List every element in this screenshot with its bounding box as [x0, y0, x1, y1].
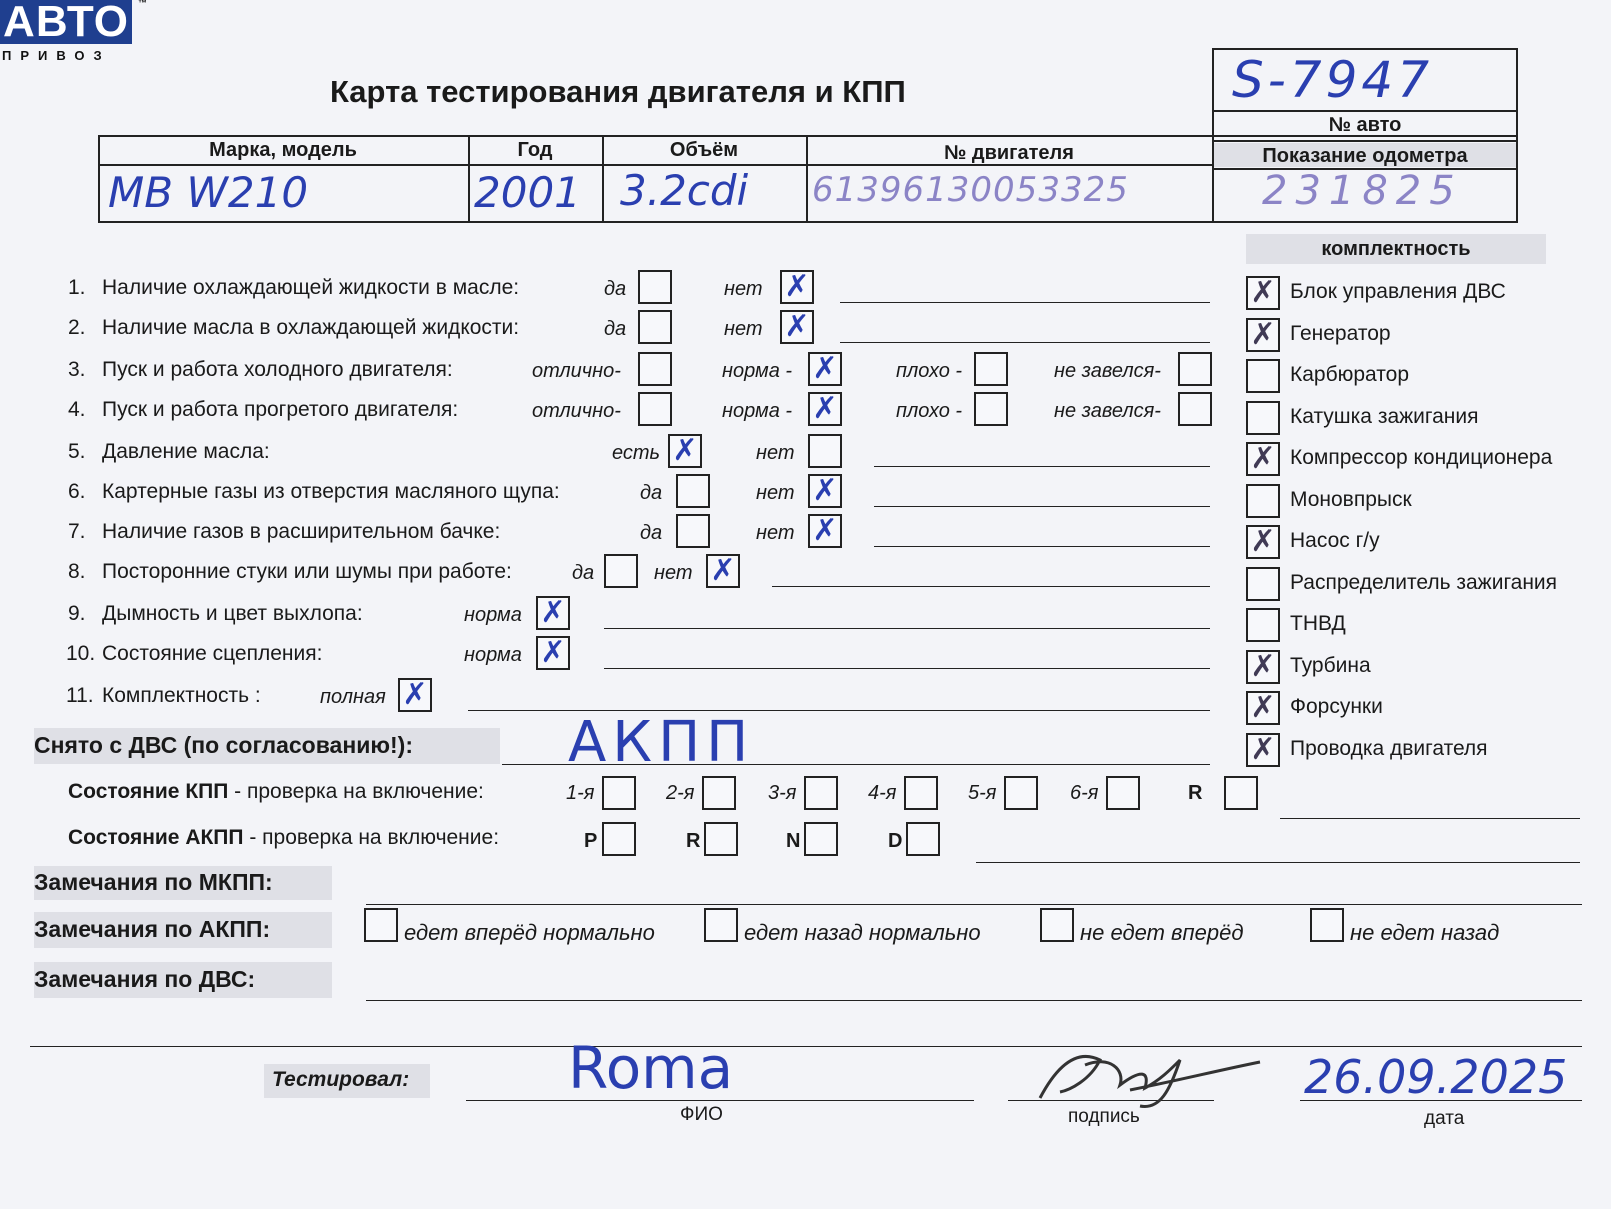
akpp-remark-label: не едет назад: [1350, 920, 1500, 945]
col-header-model: Марка, модель: [209, 139, 357, 161]
name-caption: ФИО: [680, 1104, 723, 1125]
akpp-remark-label: не едет вперёд: [1080, 920, 1244, 945]
option-label: нет: [756, 482, 795, 504]
remark-mkpp-line: [366, 904, 1582, 905]
question-number: 1.: [68, 276, 86, 299]
option-checkbox[interactable]: [974, 352, 1008, 386]
option-checkbox[interactable]: [808, 434, 842, 468]
check-mark-icon: ✗: [812, 474, 838, 507]
option-checkbox[interactable]: [1178, 352, 1212, 386]
komplektnost-checkbox[interactable]: [1246, 733, 1280, 767]
option-checkbox[interactable]: [780, 310, 814, 344]
kpp-gear-checkbox[interactable]: [1106, 776, 1140, 810]
kpp-gear-checkbox[interactable]: [1004, 776, 1038, 810]
kpp-gear-checkbox[interactable]: [602, 776, 636, 810]
question-number: 7.: [68, 520, 86, 543]
answer-line: [874, 506, 1210, 507]
komplektnost-item: Турбина: [1290, 653, 1371, 677]
option-checkbox[interactable]: [808, 514, 842, 548]
kpp-gear-label: 2-я: [666, 782, 695, 804]
page-title: Карта тестирования двигателя и КПП: [330, 74, 906, 109]
kpp-label-bold: Состояние КПП: [68, 780, 229, 803]
question-number: 10.: [66, 642, 96, 665]
komplektnost-checkbox[interactable]: [1246, 401, 1280, 435]
sign-caption: подпись: [1068, 1106, 1140, 1127]
kpp-label: [68, 780, 484, 804]
answer-line: [874, 466, 1210, 467]
question-number: 5.: [68, 440, 86, 463]
value-odometer: 231825: [1262, 168, 1463, 214]
option-label: да: [572, 562, 595, 584]
komplektnost-checkbox[interactable]: [1246, 650, 1280, 684]
option-label: нет: [724, 278, 763, 300]
question-number: 3.: [68, 358, 86, 381]
komplektnost-checkbox[interactable]: [1246, 442, 1280, 476]
option-label: нет: [654, 562, 693, 584]
option-label: норма -: [722, 400, 793, 422]
answer-line: [840, 342, 1210, 343]
akpp-label-bold: Состояние АКПП: [68, 826, 244, 849]
check-mark-icon: ✗: [402, 678, 428, 711]
check-mark-icon: ✗: [1250, 691, 1276, 724]
removed-value: АКПП: [568, 710, 755, 775]
answer-line: [604, 668, 1210, 669]
question-number: 4.: [68, 398, 86, 421]
question-text: Картерные газы из отверстия масляного щупа:: [102, 480, 560, 503]
option-label: нет: [756, 522, 795, 544]
akpp-remark-label: едет вперёд нормально: [404, 920, 655, 945]
remark-dvs-line: [366, 1000, 1582, 1001]
akpp-gear-label: D: [888, 830, 903, 852]
akpp-gear-checkbox[interactable]: [602, 822, 636, 856]
option-checkbox[interactable]: [604, 554, 638, 588]
check-mark-icon: ✗: [1250, 649, 1276, 683]
check-mark-icon: ✗: [1250, 442, 1276, 475]
option-label: полная: [320, 686, 386, 708]
kpp-gear-label: 6-я: [1070, 782, 1099, 804]
question-number: 8.: [68, 560, 86, 583]
answer-line: [874, 546, 1210, 547]
answer-line: [772, 586, 1210, 587]
question-text: Состояние сцепления:: [102, 642, 323, 665]
kpp-gear-checkbox[interactable]: [904, 776, 938, 810]
tested-label: Тестировал:: [272, 1068, 410, 1091]
komplektnost-header: комплектность: [1246, 234, 1546, 264]
akpp-remark-checkbox[interactable]: [364, 908, 398, 942]
komplektnost-item: Катушка зажигания: [1290, 404, 1479, 428]
col-header-volume: Объём: [669, 139, 739, 161]
option-label: нет: [724, 318, 763, 340]
kpp-gear-label: 1-я: [566, 782, 595, 804]
option-label: да: [604, 318, 627, 340]
value-volume: 3.2cdi: [620, 166, 749, 215]
check-mark-icon: ✗: [540, 636, 566, 669]
question-text: Давление масла:: [102, 440, 270, 463]
question-text: Наличие газов в расширительном бачке:: [102, 520, 501, 543]
question-text: Пуск и работа холодного двигателя:: [102, 358, 453, 381]
kpp-gear-checkbox[interactable]: [804, 776, 838, 810]
option-checkbox[interactable]: [398, 678, 432, 712]
option-label: отлично-: [532, 360, 621, 382]
option-label: не завелся-: [1054, 360, 1161, 382]
auto-no-label: № авто: [1328, 114, 1402, 136]
question-number: 2.: [68, 316, 86, 339]
check-mark-icon: ✗: [710, 554, 736, 587]
question-text: Дымность и цвет выхлопа:: [102, 602, 363, 625]
komplektnost-item: Карбюратор: [1290, 363, 1410, 386]
komplektnost-checkbox[interactable]: [1246, 318, 1280, 352]
question-text: Пуск и работа прогретого двигателя:: [102, 398, 459, 421]
check-mark-icon: ✗: [812, 352, 838, 385]
col-sep: [1212, 48, 1214, 223]
option-checkbox[interactable]: [808, 352, 842, 386]
option-checkbox[interactable]: [676, 474, 710, 508]
value-engine-no: 61396130053325: [812, 170, 1129, 210]
option-checkbox[interactable]: [974, 392, 1008, 426]
kpp-gear-label: 4-я: [868, 782, 897, 804]
option-label: норма -: [722, 360, 793, 382]
logo: [0, 0, 147, 66]
option-checkbox[interactable]: [780, 270, 814, 304]
remark-dvs-label: Замечания по ДВС:: [34, 966, 256, 992]
komplektnost-checkbox[interactable]: [1246, 525, 1280, 559]
komplektnost-checkbox[interactable]: [1246, 359, 1280, 393]
option-checkbox[interactable]: [638, 352, 672, 386]
col-header-odometer: Показание одометра: [1262, 145, 1468, 167]
answer-line: [604, 628, 1210, 629]
option-checkbox[interactable]: [706, 554, 740, 588]
date-value: 26.09.2025: [1304, 1050, 1568, 1104]
komplektnost-item: Насос г/у: [1290, 529, 1380, 552]
akpp-remark-label: едет назад нормально: [744, 920, 981, 945]
option-label: да: [640, 482, 663, 504]
akpp-label: [68, 826, 499, 850]
logo-top-text: АВТО: [0, 0, 132, 44]
akpp-remark-checkbox[interactable]: [1040, 908, 1074, 942]
komplektnost-item: Компрессор кондиционера: [1290, 446, 1553, 469]
option-checkbox[interactable]: [638, 392, 672, 426]
option-checkbox[interactable]: [638, 270, 672, 304]
check-mark-icon: ✗: [1250, 276, 1276, 309]
komplektnost-item: Блок управления ДВС: [1290, 280, 1506, 303]
question-text: Посторонние стуки или шумы при работе:: [102, 560, 512, 583]
check-mark-icon: ✗: [672, 434, 698, 467]
komplektnost-checkbox[interactable]: [1246, 691, 1280, 725]
option-label: норма: [464, 644, 522, 666]
remark-mkpp-label: Замечания по МКПП:: [34, 869, 273, 895]
check-mark-icon: ✗: [812, 514, 838, 547]
akpp-gear-label: N: [786, 830, 801, 852]
col-header-year: Год: [517, 139, 553, 161]
signature-image: [1030, 1040, 1270, 1110]
check-mark-icon: ✗: [1250, 317, 1276, 351]
komplektnost-item: Форсунки: [1290, 695, 1383, 718]
check-mark-icon: ✗: [1250, 732, 1276, 766]
komplektnost-item: Проводка двигателя: [1290, 736, 1488, 760]
akpp-gear-checkbox[interactable]: [804, 822, 838, 856]
question-text: Комплектность :: [102, 684, 261, 707]
akpp-gear-label: R: [686, 830, 701, 852]
option-label: не завелся-: [1054, 400, 1161, 422]
komplektnost-checkbox[interactable]: [1246, 484, 1280, 518]
logo-bottom-text: ПРИВОЗ: [2, 48, 111, 63]
question-number: 6.: [68, 480, 86, 503]
akpp-gear-checkbox[interactable]: [906, 822, 940, 856]
option-checkbox[interactable]: [668, 434, 702, 468]
logo-trademark: ™: [138, 0, 147, 8]
komplektnost-item: Моновпрыск: [1290, 487, 1412, 511]
komplektnost-item: Генератор: [1290, 321, 1391, 345]
kpp-line: [1280, 818, 1580, 819]
kpp-gear-label: R: [1188, 782, 1203, 804]
check-mark-icon: ✗: [784, 310, 810, 343]
col-header-engine-no: № двигателя: [944, 142, 1074, 164]
question-number: 9.: [68, 602, 86, 625]
check-mark-icon: ✗: [784, 270, 810, 303]
option-label: да: [640, 522, 663, 544]
option-label: отлично-: [532, 400, 621, 422]
kpp-gear-label: 3-я: [768, 782, 797, 804]
check-mark-icon: ✗: [540, 596, 566, 629]
card-number-box: [1212, 48, 1518, 112]
option-label: норма: [464, 604, 522, 626]
question-number: 11.: [66, 684, 94, 707]
check-mark-icon: ✗: [812, 392, 838, 425]
kpp-gear-label: 5-я: [968, 782, 997, 804]
option-label: есть: [612, 442, 661, 464]
komplektnost-checkbox[interactable]: [1246, 567, 1280, 601]
check-mark-icon: ✗: [1250, 525, 1276, 558]
akpp-label-rest: - проверка на включение:: [243, 826, 500, 849]
remark-akpp-label: Замечания по АКПП:: [34, 916, 271, 942]
date-caption: дата: [1424, 1108, 1465, 1129]
value-model: МВ W210: [108, 168, 309, 217]
komplektnost-checkbox[interactable]: [1246, 608, 1280, 642]
option-label: да: [604, 278, 627, 300]
akpp-remark-checkbox[interactable]: [704, 908, 738, 942]
option-checkbox[interactable]: [676, 514, 710, 548]
kpp-gear-checkbox[interactable]: [1224, 776, 1258, 810]
card-number: S-7947: [1232, 51, 1434, 109]
answer-line: [840, 302, 1210, 303]
option-label: плохо -: [896, 400, 963, 422]
option-checkbox[interactable]: [1178, 392, 1212, 426]
question-text: Наличие охлаждающей жидкости в масле:: [102, 276, 520, 299]
option-checkbox[interactable]: [536, 596, 570, 630]
option-checkbox[interactable]: [536, 636, 570, 670]
footer-separator: [30, 1046, 1582, 1047]
question-text: Наличие масла в охлаждающей жидкости:: [102, 316, 520, 339]
akpp-gear-label: P: [584, 830, 598, 852]
option-label: плохо -: [896, 360, 963, 382]
akpp-gear-checkbox[interactable]: [704, 822, 738, 856]
akpp-remark-checkbox[interactable]: [1310, 908, 1344, 942]
option-checkbox[interactable]: [808, 392, 842, 426]
komplektnost-checkbox[interactable]: [1246, 276, 1280, 310]
komplektnost-item: Распределитель зажигания: [1290, 570, 1558, 594]
option-label: нет: [756, 442, 795, 464]
name-value: Roma: [568, 1034, 734, 1102]
kpp-label-rest: - проверка на включение:: [228, 780, 484, 803]
akpp-line: [976, 862, 1580, 863]
option-checkbox[interactable]: [638, 310, 672, 344]
option-checkbox[interactable]: [808, 474, 842, 508]
komplektnost-item: ТНВД: [1290, 612, 1346, 635]
removed-label: Снято с ДВС (по согласованию!):: [34, 732, 413, 758]
kpp-gear-checkbox[interactable]: [702, 776, 736, 810]
value-year: 2001: [474, 168, 581, 217]
